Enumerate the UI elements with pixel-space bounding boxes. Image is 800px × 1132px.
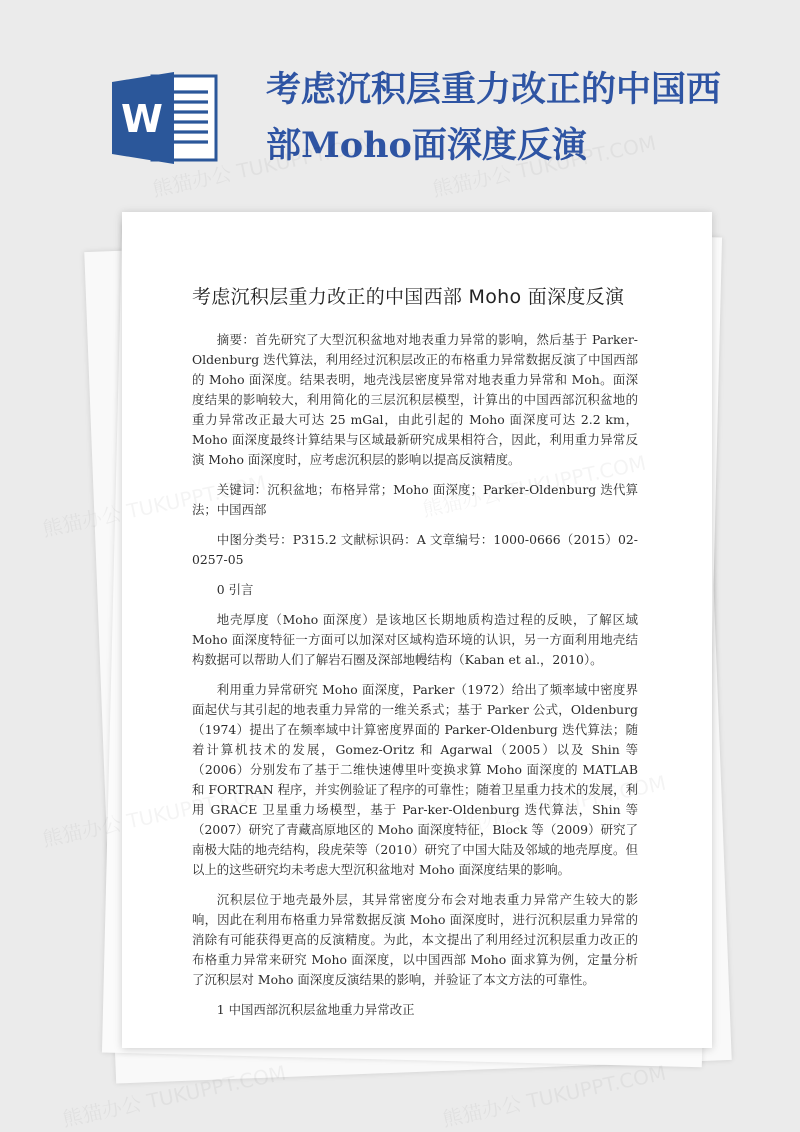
banner-title-line2: 部Moho面深度反演 bbox=[266, 125, 587, 166]
document-title: 考虑沉积层重力改正的中国西部 Moho 面深度反演 bbox=[192, 286, 625, 308]
body-paragraph-3: 沉积层位于地壳最外层，其异常密度分布会对地表重力异常产生较大的影响，因此在利用布格重力异常数据反演 Moho 面深度时，进行沉积层重力异常的消除有可能获得更高的反演精度。为此，本文提出了利用经过沉积层重力改正的布格重力异常来研究 Moho 面深度，以中国西部 Moho 面求算为例，定量分析了沉积层对 Moho 面深度反演结果的影响，并验证了本文方法的可靠性。 bbox=[192, 892, 638, 987]
banner-title bbox=[266, 62, 786, 174]
document-body bbox=[192, 330, 638, 1030]
classification-paragraph: 中图分类号：P315.2 文献标识码：A 文章编号：1000-0666（2015）02-0257-05 bbox=[192, 532, 638, 567]
body-paragraph-2: 利用重力异常研究 Moho 面深度，Parker（1972）给出了频率域中密度界面起伏与其引起的地表重力异常的一维关系式；基于 Parker 公式，Oldenburg（1974）提出了在频率域中计算密度界面的 Parker-Oldenburg 迭代算法；随着计算机技术的发展，Gomez-Oritz 和 Agarwal（2005）以及 Shin 等（2006）分别发布了基于二维快速傅里叶变换求算 Moho 面深度的 MATLAB 和 FORTRAN 程序，并实例验证了程序的可靠性；随着卫星重力技术的发展，利用 GRACE 卫星重力场模型，基于 Par-ker-Oldenburg 迭代算法，Shin 等（2007）研究了青藏高原地区的 Moho 面深度特征，Block 等（2009）研究了南极大陆的地壳结构，段虎荣等（2010）研究了中国大陆及邻域的地壳厚度。但以上的这些研究均未考虑大型沉积盆地对 Moho 面深度结果的影响。 bbox=[192, 682, 638, 877]
abstract-paragraph: 摘要：首先研究了大型沉积盆地对地表重力异常的影响，然后基于 Parker-Oldenburg 迭代算法，利用经过沉积层改正的布格重力异常数据反演了中国西部的 Moho 面深度。结果表明，地壳浅层密度异常对地表重力异常和 Moh。面深度结果的影响较大，利用简化的三层沉积层模型，计算出的中国西部沉积盆地的重力异常改正最大可达 25 mGal，由此引起的 Moho 面深度可达 2.2 km，Moho 面深度最终计算结果与区域最新研究成果相符合，因此，利用重力异常反演 Moho 面深度时，应考虑沉积层的影响以提高反演精度。 bbox=[192, 332, 638, 467]
word-document-icon bbox=[112, 70, 218, 166]
section-heading-intro: 0 引言 bbox=[216, 582, 254, 597]
banner-title-line1: 考虑沉积层重力改正的中国西 bbox=[266, 69, 722, 110]
section-heading-1: 1 中国西部沉积层盆地重力异常改正 bbox=[216, 1002, 415, 1017]
document-page bbox=[122, 212, 712, 1048]
body-paragraph-1: 地壳厚度（Moho 面深度）是该地区长期地质构造过程的反映，了解区域 Moho 面深度特征一方面可以加深对区域构造环境的认识，另一方面利用地壳结构数据可以帮助人们了解岩石圈及深部地幔结构（Kaban et al.，2010）。 bbox=[192, 612, 638, 667]
keywords-paragraph: 关键词：沉积盆地；布格异常；Moho 面深度；Parker-Oldenburg 迭代算法；中国西部 bbox=[192, 482, 638, 517]
word-icon-letter: W bbox=[121, 97, 163, 141]
